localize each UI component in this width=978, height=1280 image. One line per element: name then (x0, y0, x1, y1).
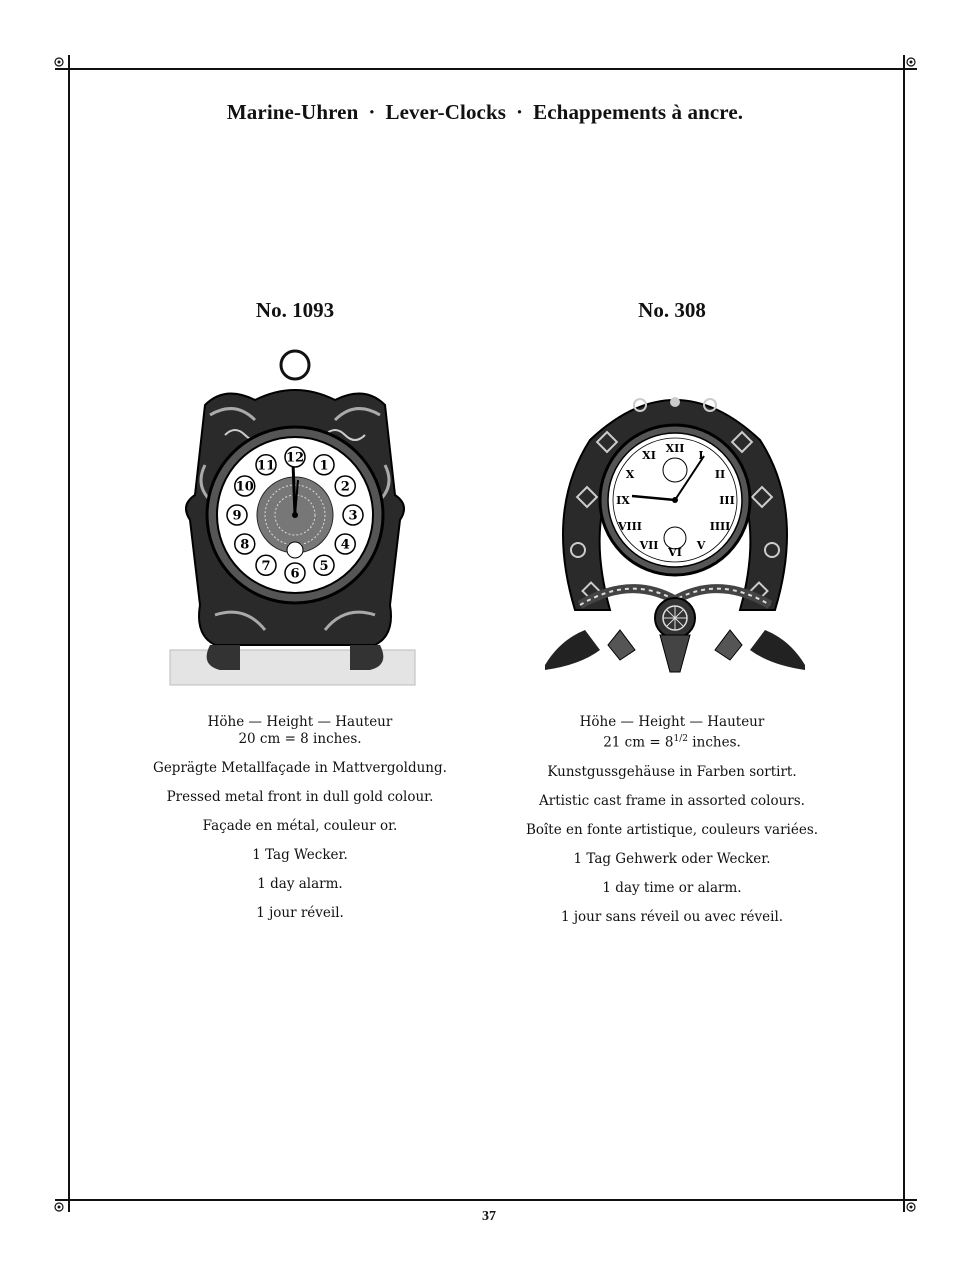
corner-ornament-icon (53, 56, 65, 68)
right-clock-illustration (540, 360, 810, 680)
left-desc-english: Pressed metal front in dull gold colour. (166, 789, 434, 805)
left-desc-german: Geprägte Metallfaçade in Mattvergoldung. (153, 760, 447, 776)
frame-top-line (55, 68, 917, 70)
right-height-label: Höhe — Height — Hauteur (579, 714, 765, 730)
header-separator: · (368, 100, 376, 124)
left-height-label: Höhe — Height — Hauteur (207, 714, 393, 730)
right-desc-french: Boîte en fonte artistique, couleurs variées. (525, 821, 819, 838)
dial-numeral: V (696, 538, 706, 552)
dial-numeral: II (714, 467, 726, 481)
right-movement-german: 1 Tag Gehwerk oder Wecker. (573, 850, 771, 867)
dial-numeral: X (625, 467, 635, 481)
corner-ornament-icon (905, 56, 917, 68)
dial-numeral: 6 (290, 566, 300, 582)
dial-numeral: IX (616, 493, 630, 507)
left-movement-french: 1 jour réveil. (256, 905, 344, 921)
left-clock-illustration (165, 345, 425, 690)
page-header (70, 100, 900, 125)
left-description (110, 714, 490, 922)
right-model-number: No. 308 (638, 298, 706, 322)
ornate-clock-icon (165, 345, 425, 690)
dial-numeral: I (698, 448, 704, 462)
dial-numeral: XI (642, 448, 656, 462)
dial-numeral: 1 (319, 458, 329, 474)
dial-numeral: III (719, 493, 735, 507)
frame-right-line (903, 55, 905, 1212)
dial-numeral: 5 (319, 558, 329, 574)
dial-numeral: 9 (232, 508, 242, 524)
dial-numeral: 7 (261, 558, 271, 574)
right-desc-german: Kunstgussgehäuse in Farben sortirt. (547, 763, 797, 780)
header-separator: · (516, 100, 524, 124)
dial-numeral: 10 (235, 479, 254, 495)
right-desc-english: Artistic cast frame in assorted colours. (539, 792, 805, 809)
dial-numeral: IIII (709, 519, 731, 533)
left-movement-english: 1 day alarm. (257, 876, 343, 892)
right-description (486, 714, 858, 926)
dial-numeral: 4 (340, 537, 350, 553)
header-english: Lever-Clocks (385, 100, 507, 124)
right-height-value-main: 21 cm = 8 (603, 734, 674, 751)
frame-bottom-line (55, 1199, 917, 1201)
dial-numeral: 12 (285, 450, 305, 466)
left-model-number: No. 1093 (255, 298, 335, 322)
dial-numeral: VIII (617, 519, 642, 533)
left-desc-french: Façade en métal, couleur or. (202, 818, 398, 834)
dial-numeral: VII (639, 538, 659, 552)
horseshoe-clock-icon (540, 360, 810, 680)
page-number: 37 (482, 1209, 496, 1224)
right-height-value-unit: inches. (688, 734, 741, 751)
left-movement-german: 1 Tag Wecker. (252, 847, 348, 863)
header-french: Echappements à ancre. (533, 100, 744, 124)
header-german: Marine-Uhren (226, 100, 359, 124)
left-height-value: 20 cm = 8 inches. (238, 731, 362, 747)
dial-numeral: VI (668, 545, 682, 559)
right-height-fraction: 1/2 (673, 734, 689, 744)
dial-numeral: 11 (256, 458, 276, 474)
dial-numeral: 3 (348, 508, 358, 524)
right-movement-english: 1 day time or alarm. (602, 879, 742, 896)
dial-numeral: XII (665, 441, 685, 455)
frame-left-line (68, 55, 70, 1212)
dial-numeral: 2 (340, 479, 350, 495)
right-movement-french: 1 jour sans réveil ou avec réveil. (560, 908, 784, 925)
right-height-value (486, 731, 858, 752)
dial-numeral: 8 (240, 537, 250, 553)
